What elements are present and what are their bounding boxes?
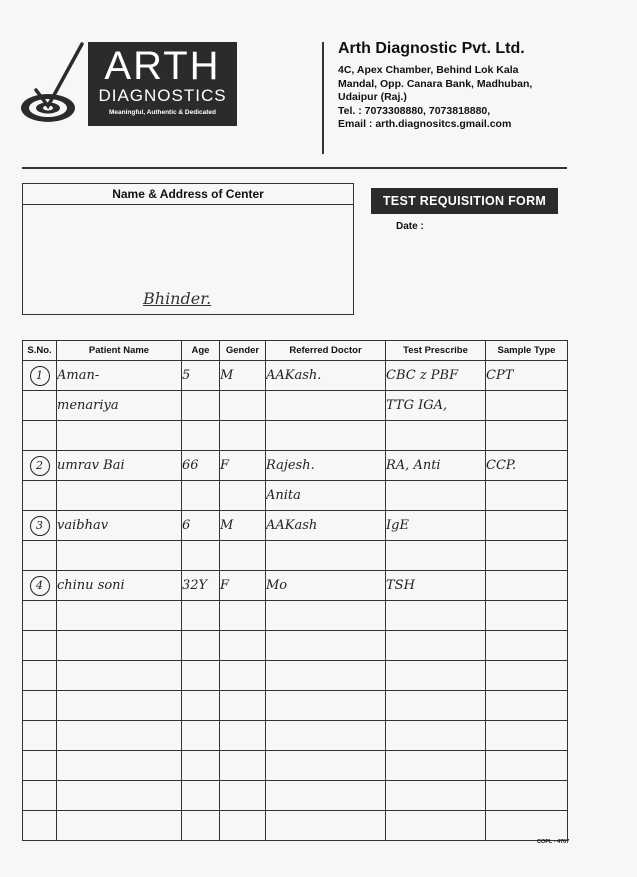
cell-test-prescribe[interactable]: [386, 481, 486, 511]
cell-gender[interactable]: [220, 571, 266, 601]
target-checkmark-icon: [18, 40, 88, 130]
cell-test-prescribe[interactable]: [386, 781, 486, 811]
serial-number: 4: [30, 576, 50, 596]
cell-age[interactable]: [182, 541, 220, 571]
cell-test-prescribe[interactable]: [386, 571, 486, 601]
cell-sno[interactable]: [23, 601, 57, 631]
cell-sample-type[interactable]: [486, 391, 568, 421]
col-test-prescribe: Test Prescribe: [386, 341, 486, 361]
cell-test-prescribe[interactable]: [386, 601, 486, 631]
col-patient-name: Patient Name: [57, 341, 182, 361]
cell-test-prescribe[interactable]: [386, 631, 486, 661]
cell-referred-doctor[interactable]: [266, 751, 386, 781]
cell-patient-name[interactable]: [57, 661, 182, 691]
cell-value: Anita: [266, 488, 301, 503]
table-row: [23, 781, 568, 811]
company-info: [338, 40, 618, 132]
table-body: [23, 361, 568, 841]
cell-age[interactable]: [182, 751, 220, 781]
cell-gender[interactable]: [220, 751, 266, 781]
cell-sample-type[interactable]: [486, 421, 568, 451]
cell-sno[interactable]: [23, 541, 57, 571]
cell-patient-name[interactable]: [57, 391, 182, 421]
cell-patient-name[interactable]: [57, 571, 182, 601]
cell-age[interactable]: [182, 811, 220, 841]
cell-sample-type[interactable]: [486, 691, 568, 721]
table-row: [23, 601, 568, 631]
cell-sno[interactable]: [23, 421, 57, 451]
cell-sno[interactable]: [23, 451, 57, 481]
cell-test-prescribe[interactable]: [386, 451, 486, 481]
cell-sno[interactable]: [23, 631, 57, 661]
col-sno: S.No.: [23, 341, 57, 361]
table-row: [23, 511, 568, 541]
cell-age[interactable]: [182, 361, 220, 391]
cell-patient-name[interactable]: [57, 691, 182, 721]
cell-referred-doctor[interactable]: [266, 721, 386, 751]
cell-gender[interactable]: [220, 661, 266, 691]
cell-age[interactable]: [182, 481, 220, 511]
cell-gender[interactable]: [220, 811, 266, 841]
table-row: [23, 421, 568, 451]
cell-sample-type[interactable]: [486, 631, 568, 661]
cell-sample-type[interactable]: [486, 541, 568, 571]
col-referred-doctor: Referred Doctor: [266, 341, 386, 361]
patient-table: [22, 340, 568, 841]
cell-value: menariya: [57, 398, 119, 413]
cell-value: Rajesh.: [266, 458, 315, 473]
cell-patient-name[interactable]: [57, 451, 182, 481]
cell-age[interactable]: [182, 781, 220, 811]
table-row: [23, 391, 568, 421]
table-row: [23, 661, 568, 691]
cell-sno[interactable]: [23, 571, 57, 601]
table-row: [23, 721, 568, 751]
col-sample-type: Sample Type: [486, 341, 568, 361]
cell-patient-name[interactable]: [57, 631, 182, 661]
cell-sno[interactable]: [23, 511, 57, 541]
cell-age[interactable]: [182, 601, 220, 631]
cell-age[interactable]: [182, 391, 220, 421]
cell-value: chinu soni: [57, 578, 125, 593]
col-gender: Gender: [220, 341, 266, 361]
cell-value: TTG IGA,: [386, 398, 448, 413]
cell-patient-name[interactable]: [57, 421, 182, 451]
address-line: Mandal, Opp. Canara Bank, Madhuban,: [338, 77, 533, 90]
cell-sample-type[interactable]: [486, 751, 568, 781]
cell-referred-doctor[interactable]: [266, 571, 386, 601]
cell-value: CBC z PBF: [386, 368, 459, 383]
arth-logo: [18, 40, 238, 130]
cell-age[interactable]: [182, 691, 220, 721]
company-name: Arth Diagnostic Pvt. Ltd.: [338, 40, 525, 57]
cell-test-prescribe[interactable]: [386, 511, 486, 541]
cell-gender[interactable]: [220, 721, 266, 751]
cell-sample-type[interactable]: [486, 781, 568, 811]
cell-value: Aman-: [57, 368, 100, 383]
cell-referred-doctor[interactable]: [266, 661, 386, 691]
cell-sample-type[interactable]: [486, 451, 568, 481]
table-row: [23, 571, 568, 601]
table-row: [23, 811, 568, 841]
cell-value: TSH: [386, 578, 415, 593]
cell-sno[interactable]: [23, 481, 57, 511]
table-header-row: [23, 341, 568, 361]
cell-patient-name[interactable]: [57, 511, 182, 541]
cell-value: CPT: [486, 368, 514, 383]
cell-referred-doctor[interactable]: [266, 541, 386, 571]
cell-patient-name[interactable]: [57, 541, 182, 571]
cell-patient-name[interactable]: [57, 481, 182, 511]
cell-referred-doctor[interactable]: [266, 601, 386, 631]
header-divider: [322, 42, 324, 154]
cell-age[interactable]: [182, 661, 220, 691]
header-rule: [22, 167, 567, 169]
table-row: [23, 361, 568, 391]
cell-age[interactable]: [182, 571, 220, 601]
cell-gender[interactable]: [220, 421, 266, 451]
cell-referred-doctor[interactable]: [266, 361, 386, 391]
cell-value: CCP.: [486, 458, 517, 473]
cell-age[interactable]: [182, 511, 220, 541]
serial-number: 2: [30, 456, 50, 476]
cell-sample-type[interactable]: [486, 481, 568, 511]
serial-number: 1: [30, 366, 50, 386]
cell-sno[interactable]: [23, 661, 57, 691]
cell-test-prescribe[interactable]: [386, 421, 486, 451]
cell-referred-doctor[interactable]: [266, 451, 386, 481]
center-handwritten: Bhinder.: [143, 289, 212, 308]
cell-sno[interactable]: [23, 751, 57, 781]
cell-sample-type[interactable]: [486, 511, 568, 541]
cell-test-prescribe[interactable]: [386, 691, 486, 721]
cell-sample-type[interactable]: [486, 361, 568, 391]
table-row: [23, 631, 568, 661]
table-row: [23, 691, 568, 721]
cell-referred-doctor[interactable]: [266, 631, 386, 661]
cell-gender[interactable]: [220, 781, 266, 811]
form-title: TEST REQUISITION FORM: [371, 188, 558, 214]
cell-referred-doctor[interactable]: [266, 481, 386, 511]
cell-referred-doctor[interactable]: [266, 781, 386, 811]
col-age: Age: [182, 341, 220, 361]
cell-value: AAKash: [266, 518, 318, 533]
cell-gender[interactable]: [220, 631, 266, 661]
cell-gender[interactable]: [220, 601, 266, 631]
cell-referred-doctor[interactable]: [266, 811, 386, 841]
cell-test-prescribe[interactable]: [386, 721, 486, 751]
cell-value: M: [220, 518, 234, 533]
cell-value: RA, Anti: [386, 458, 441, 473]
cell-sample-type[interactable]: [486, 721, 568, 751]
cell-patient-name[interactable]: [57, 361, 182, 391]
cell-value: 32Y: [182, 578, 208, 593]
table-row: [23, 481, 568, 511]
cell-referred-doctor[interactable]: [266, 391, 386, 421]
cell-test-prescribe[interactable]: [386, 541, 486, 571]
cell-patient-name[interactable]: [57, 781, 182, 811]
center-heading: Name & Address of Center: [23, 184, 353, 205]
cell-sample-type[interactable]: [486, 601, 568, 631]
cell-value: 5: [182, 368, 191, 383]
cell-sno[interactable]: [23, 691, 57, 721]
cell-test-prescribe[interactable]: [386, 361, 486, 391]
cell-value: F: [220, 458, 230, 473]
cell-age[interactable]: [182, 451, 220, 481]
cell-sample-type[interactable]: [486, 571, 568, 601]
cell-value: AAKash.: [266, 368, 322, 383]
cell-sno[interactable]: [23, 391, 57, 421]
company-tel: Tel. : 7073308880, 7073818880,: [338, 104, 491, 117]
address-line: 4C, Apex Chamber, Behind Lok Kala: [338, 64, 519, 76]
cell-patient-name[interactable]: [57, 601, 182, 631]
cell-test-prescribe[interactable]: [386, 811, 486, 841]
footer-code: COPL - 4707: [537, 839, 570, 845]
cell-sample-type[interactable]: [486, 811, 568, 841]
cell-test-prescribe[interactable]: [386, 391, 486, 421]
cell-value: F: [220, 578, 230, 593]
cell-referred-doctor[interactable]: [266, 511, 386, 541]
cell-sno[interactable]: [23, 781, 57, 811]
center-address-box[interactable]: [22, 183, 354, 315]
cell-value: umrav Bai: [57, 458, 125, 473]
cell-age[interactable]: [182, 631, 220, 661]
cell-gender[interactable]: [220, 451, 266, 481]
logo-sub: DIAGNOSTICS: [98, 86, 227, 105]
cell-patient-name[interactable]: [57, 721, 182, 751]
cell-patient-name[interactable]: [57, 751, 182, 781]
cell-referred-doctor[interactable]: [266, 421, 386, 451]
cell-gender[interactable]: [220, 691, 266, 721]
cell-gender[interactable]: [220, 541, 266, 571]
company-email: Email : arth.diagnositcs.gmail.com: [338, 118, 512, 130]
address-line: Udaipur (Raj.): [338, 91, 407, 103]
logo-brand: ARTH: [104, 44, 221, 88]
cell-test-prescribe[interactable]: [386, 661, 486, 691]
logo-tagline: Meaningful, Authentic & Dedicated: [108, 109, 216, 116]
cell-value: Mo: [266, 578, 288, 593]
cell-sno[interactable]: [23, 361, 57, 391]
cell-value: 6: [182, 518, 191, 533]
table-row: [23, 451, 568, 481]
date-label: Date :: [396, 221, 424, 232]
cell-sample-type[interactable]: [486, 661, 568, 691]
cell-patient-name[interactable]: [57, 811, 182, 841]
cell-gender[interactable]: [220, 391, 266, 421]
cell-value: 66: [182, 458, 199, 473]
logo-wordmark: [88, 42, 237, 126]
cell-gender[interactable]: [220, 481, 266, 511]
cell-test-prescribe[interactable]: [386, 751, 486, 781]
cell-referred-doctor[interactable]: [266, 691, 386, 721]
cell-gender[interactable]: [220, 361, 266, 391]
cell-sno[interactable]: [23, 811, 57, 841]
cell-age[interactable]: [182, 421, 220, 451]
cell-value: M: [220, 368, 234, 383]
cell-gender[interactable]: [220, 511, 266, 541]
table-row: [23, 751, 568, 781]
cell-age[interactable]: [182, 721, 220, 751]
cell-sno[interactable]: [23, 721, 57, 751]
table-row: [23, 541, 568, 571]
cell-value: IgE: [386, 518, 409, 533]
cell-value: vaibhav: [57, 518, 109, 533]
serial-number: 3: [30, 516, 50, 536]
